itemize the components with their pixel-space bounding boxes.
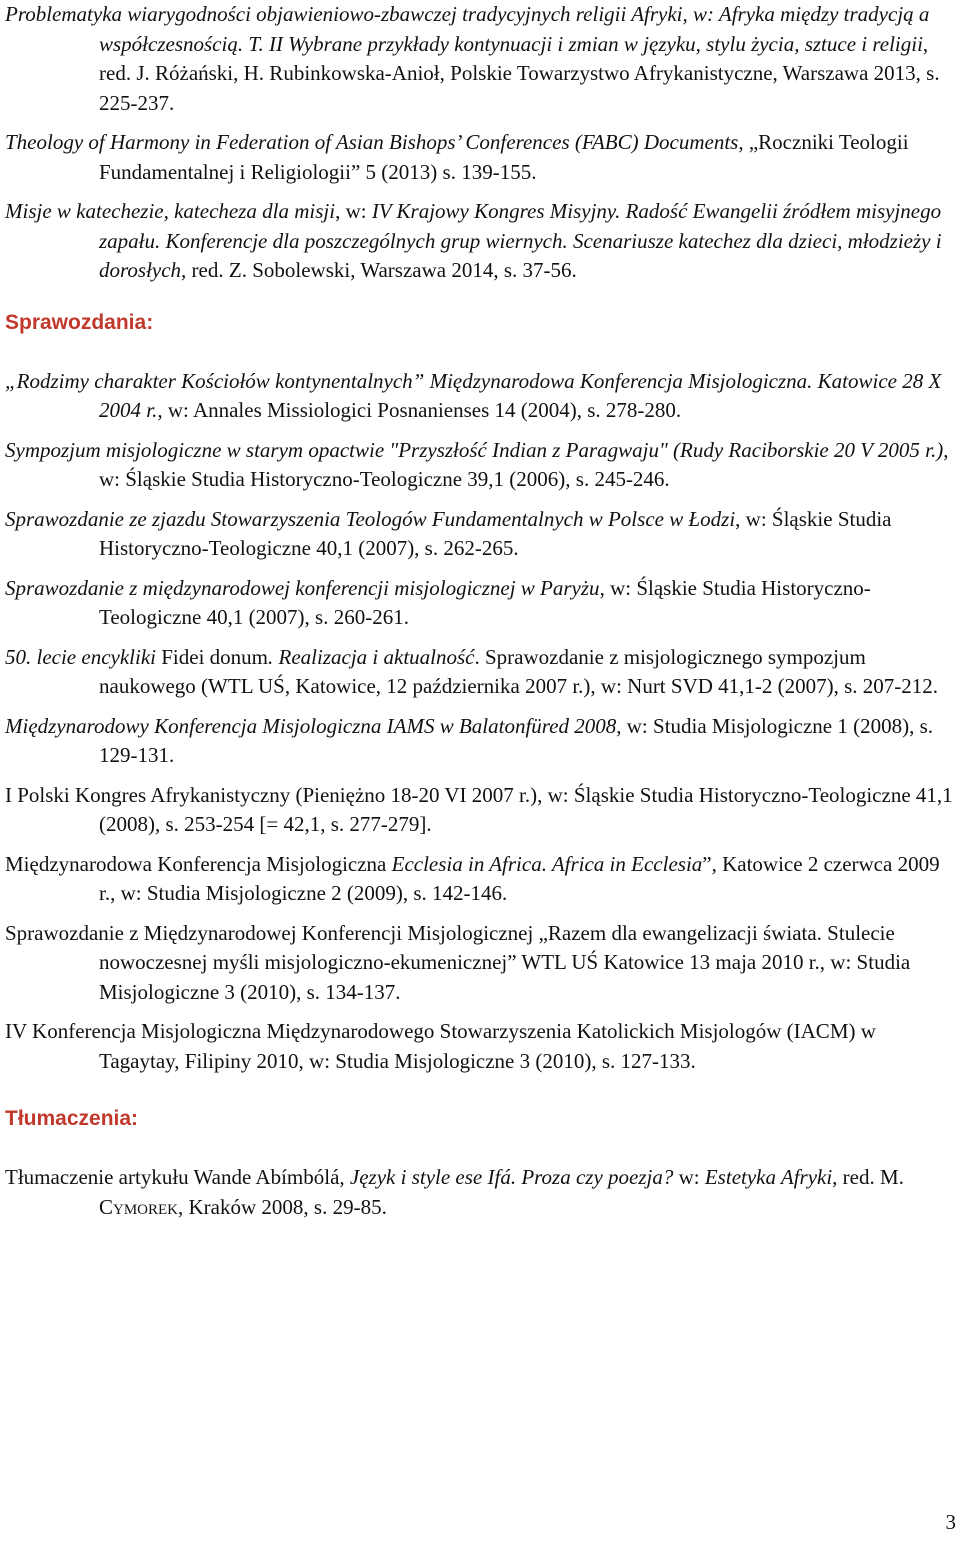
entry-title-text: . Realizacja i aktualność xyxy=(268,644,475,669)
entry-title-text: 50. lecie encykliki xyxy=(5,644,162,669)
entry-title-text: Sprawozdanie ze zjazdu Stowarzyszenia Teologów Fundamentalnych w Polsce w Łodzi xyxy=(5,506,736,531)
bibliography-entry xyxy=(5,712,953,771)
entry-text: . Sprawozdanie z misjologicznego sympozjum naukowego (WTL UŚ, Katowice, 12 października 2007 r.), w: Nurt SVD 41,1-2 (2007), s. 207-212. xyxy=(99,644,939,698)
entry-text: , red. J. Różański, H. Rubinkowska-Anioł, Polskie Towarzystwo Afrykanistyczne, Warszawa 2013, s. 225-237. xyxy=(99,31,940,115)
entry-title-text: „Rodzimy charakter Kościołów kontynentalnych” Międzynarodowa Konferencja Misjologiczna. Katowice 28 X 2004 r. xyxy=(5,368,942,422)
entry-title-text: Theology of Harmony in Federation of Asian Bishops’ Conferences (FABC) Documents xyxy=(5,130,739,154)
entry-text: , w: Studia Misjologiczne 1 (2008), s. 129-131. xyxy=(99,713,933,767)
entry-text: , w: xyxy=(335,199,372,223)
entry-text: , w: Śląskie Studia Historyczno-Teologiczne 40,1 (2007), s. 260-261. xyxy=(99,575,871,629)
bibliography-entry xyxy=(5,128,953,187)
entry-text: IV Konferencja Misjologiczna Międzynarodowego Stowarzyszenia Katolickich Misjologów (IACM) w Tagaytay, Filipiny 2010, w: Studia Misjologiczne 3 (2010), s. 127-133. xyxy=(5,1019,876,1073)
bibliography-entry xyxy=(5,643,953,702)
entry-title-text: Estetyka Afryki xyxy=(704,1165,833,1189)
bibliography-entry xyxy=(5,1163,953,1222)
bibliography-entry xyxy=(5,0,953,118)
entry-title-text: Sprawozdanie z międzynarodowej konferencji misjologicznej w Paryżu xyxy=(5,575,600,600)
entry-text: , red. M. xyxy=(832,1165,904,1189)
bibliography-entry xyxy=(5,574,953,633)
entry-title-text: Problematyka wiarygodności objawieniowo-zbawczej tradycyjnych religii Afryki, w: Afryka między tradycją a współczesnością. T. II Wybrane przykłady kontynuacji i zmian w języku, stylu życia, sztuce i religii xyxy=(5,2,930,56)
entry-title-text: Międzynarodowy Konferencja Misjologiczna IAMS w Balatonfüred 2008 xyxy=(5,713,617,738)
bibliography-entry xyxy=(5,1017,953,1076)
entry-text: ”, Katowice 2 czerwca 2009 r., w: Studia Misjologiczne 2 (2009), s. 142-146. xyxy=(99,851,940,905)
entry-text: Międzynarodowa Konferencja Misjologiczna xyxy=(5,851,392,876)
bibliography-entry xyxy=(5,197,953,286)
translations-list xyxy=(5,1163,953,1222)
bibliography-entry xyxy=(5,505,953,564)
entry-text: w: xyxy=(673,1165,705,1189)
entry-text: , „Roczniki Teologii Fundamentalnej i Religiologii” 5 (2013) s. 139-155. xyxy=(99,130,909,184)
entry-text: , w: Annales Missiologici Posnanienses 14 (2004), s. 278-280. xyxy=(157,398,682,422)
entry-text: , Kraków 2008, s. 29-85. xyxy=(178,1194,387,1219)
bibliography-entry xyxy=(5,919,953,1008)
entry-text: , w: Śląskie Studia Historyczno-Teologiczne 40,1 (2007), s. 262-265. xyxy=(99,506,892,560)
entry-text: Tłumaczenie artykułu Wande Abímbólá, xyxy=(5,1165,350,1189)
section-heading-translations: Tłumaczenia: xyxy=(5,1107,139,1130)
entry-text: , red. Z. Sobolewski, Warszawa 2014, s. 37-56. xyxy=(181,258,577,282)
entry-text: Fidei donum xyxy=(161,644,269,669)
entry-title-text: Misje w katechezie, katecheza dla misji xyxy=(5,199,336,223)
reports-list xyxy=(5,367,953,1077)
bibliography-entry xyxy=(5,367,953,426)
entry-text: , w: Śląskie Studia Historyczno-Teologiczne 39,1 (2006), s. 245-246. xyxy=(99,437,949,491)
entry-title-text: Ecclesia in Africa. Africa in Ecclesia xyxy=(391,851,703,876)
entry-title-text: Język i style ese Ifá. Proza czy poezja? xyxy=(349,1165,674,1189)
bibliography-entry xyxy=(5,850,953,909)
entry-text: I Polski Kongres Afrykanistyczny (Pieniężno 18-20 VI 2007 r.), w: Śląskie Studia Historyczno-Teologiczne 41,1 (2008), s. 253-254 [= 42,1, s. 277-279]. xyxy=(5,782,953,836)
bibliography-entry xyxy=(5,436,953,495)
bibliography xyxy=(5,0,953,1232)
entry-text: Sprawozdanie z Międzynarodowej Konferencji Misjologicznej „Razem dla ewangelizacji świata. Stulecie nowoczesnej myśli misjologiczno-ekumenicznej” WTL UŚ Katowice 13 maja 2010 r., w: Studia Misjologiczne 3 (2010), s. 134-137. xyxy=(5,920,911,1004)
bibliography-entry xyxy=(5,781,953,840)
publications-list xyxy=(5,0,953,286)
section-heading-reports: Sprawozdania: xyxy=(5,310,154,334)
entry-title-text: Sympozjum misjologiczne w starym opactwie "Przyszłość Indian z Paragwaju" (Rudy Raciborskie 20 V 2005 r.) xyxy=(5,437,944,462)
entry-title-text: IV Krajowy Kongres Misyjny. Radość Ewangelii źródłem misyjnego zapału. Konferencje dla poszczególnych grup wiernych. Scenariusze katechez dla dzieci, młodzieży i dorosłych xyxy=(99,199,942,282)
entry-text: Cymorek xyxy=(99,1194,179,1219)
page-number: 3 xyxy=(945,1510,956,1534)
